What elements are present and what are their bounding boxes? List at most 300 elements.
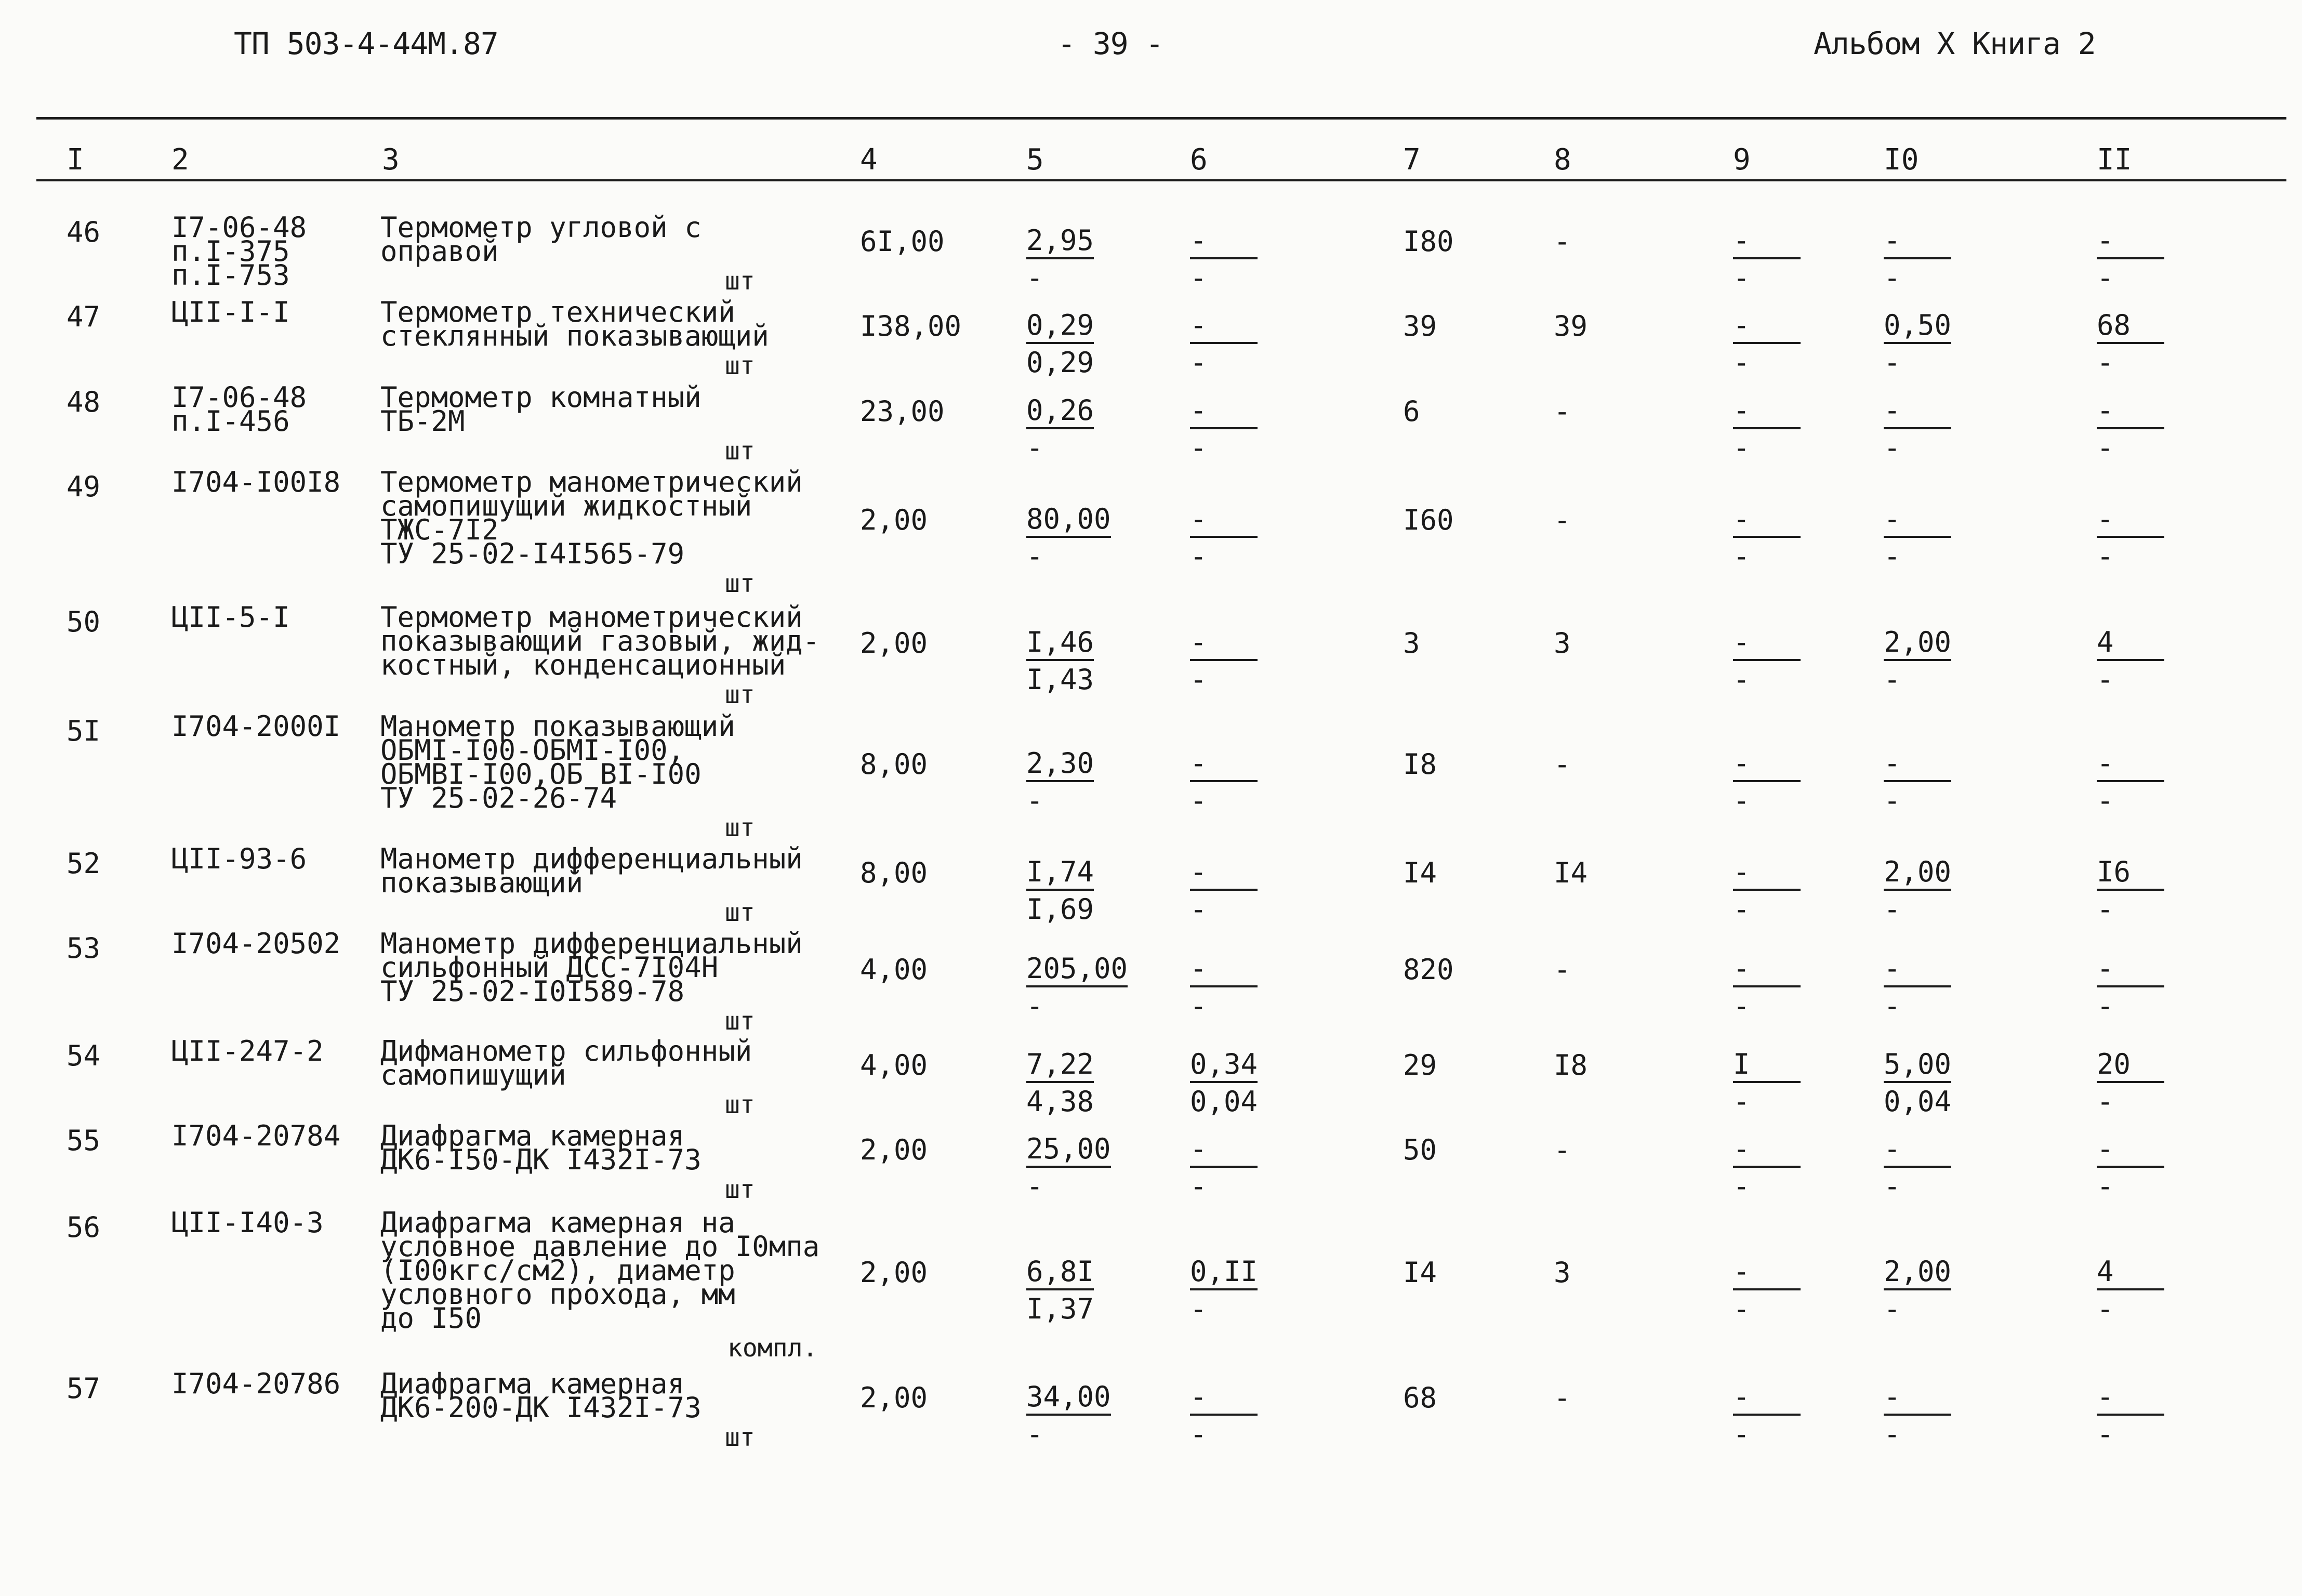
c6-fraction xyxy=(1190,627,1258,695)
c9-fraction-top: - xyxy=(1733,1133,1801,1168)
c5-fraction xyxy=(1026,1133,1111,1202)
c5-fraction-bottom: I,43 xyxy=(1026,663,1094,696)
c9-fraction-top: - xyxy=(1733,310,1801,344)
c11-fraction xyxy=(2097,225,2164,294)
c10-fraction-bottom: - xyxy=(1884,1292,1901,1325)
item-code-line: I704-20786 xyxy=(171,1367,341,1400)
item-name-line: Манометр показывающий xyxy=(380,710,735,743)
item-name-line: Термометр угловой с xyxy=(380,211,702,244)
c9-fraction-top: - xyxy=(1733,627,1801,661)
item-code xyxy=(171,211,307,292)
item-unit: компл. xyxy=(727,1334,818,1363)
c6-fraction-bottom: - xyxy=(1190,1418,1207,1450)
c10-fraction-bottom: - xyxy=(1884,540,1901,573)
c9-fraction xyxy=(1733,748,1801,816)
c6-fraction-top: - xyxy=(1190,856,1258,891)
c5-fraction-top: 0,29 xyxy=(1026,310,1094,344)
c6-fraction-top: - xyxy=(1190,627,1258,661)
col7-value: I80 xyxy=(1403,225,1454,258)
document-code: ТП 503-4-44М.87 xyxy=(234,26,498,61)
item-code-line: I704-2000I xyxy=(171,710,341,743)
item-unit: шт xyxy=(725,267,755,296)
c10-fraction-bottom: - xyxy=(1884,346,1901,379)
c9-fraction-top: I xyxy=(1733,1049,1801,1083)
item-name-line: ТУ 25-02-26-74 xyxy=(380,782,617,814)
row-number: 49 xyxy=(67,470,101,503)
c5-fraction-top: 0,26 xyxy=(1026,395,1094,429)
col7-value: 820 xyxy=(1403,953,1454,986)
c11-fraction xyxy=(2097,856,2164,925)
column-header: 4 xyxy=(860,143,878,177)
c9-fraction xyxy=(1733,310,1801,378)
item-code xyxy=(171,1119,341,1152)
item-name xyxy=(380,1367,702,1424)
c9-fraction-bottom: - xyxy=(1733,540,1750,573)
item-name-line: условное давление до I0мпа xyxy=(380,1230,820,1263)
c5-fraction-top: 2,30 xyxy=(1026,748,1094,782)
c5-fraction-top: 205,00 xyxy=(1026,953,1128,987)
c6-fraction xyxy=(1190,310,1258,378)
item-code-line: ЦII-5-I xyxy=(171,601,290,634)
c11-fraction-bottom: - xyxy=(2097,893,2114,926)
item-name-line: Дифманометр сильфонный xyxy=(380,1035,752,1067)
c11-fraction xyxy=(2097,504,2164,572)
item-name xyxy=(380,296,769,352)
c11-fraction-bottom: - xyxy=(2097,1292,2114,1325)
col7-value: 6 xyxy=(1403,395,1420,428)
c5-fraction-bottom: - xyxy=(1026,540,1043,573)
item-code-line: п.I-456 xyxy=(171,405,290,438)
c5-fraction-top: 25,00 xyxy=(1026,1133,1111,1168)
c11-fraction-bottom: - xyxy=(2097,346,2114,379)
c5-fraction xyxy=(1026,395,1094,464)
c5-fraction-top: 80,00 xyxy=(1026,504,1111,538)
c10-fraction-bottom: - xyxy=(1884,990,1901,1022)
c11-fraction xyxy=(2097,748,2164,816)
item-name-line: оправой xyxy=(380,235,499,268)
item-unit: шт xyxy=(725,680,755,709)
c5-fraction-bottom: - xyxy=(1026,1418,1043,1450)
c6-fraction-top: - xyxy=(1190,748,1258,782)
c6-fraction-top: - xyxy=(1190,225,1258,259)
c9-fraction xyxy=(1733,395,1801,464)
c11-fraction xyxy=(2097,953,2164,1022)
c11-fraction-top: - xyxy=(2097,225,2164,259)
c5-fraction xyxy=(1026,504,1111,572)
c11-fraction-bottom: - xyxy=(2097,990,2114,1022)
c6-fraction-top: 0,II xyxy=(1190,1256,1258,1290)
c9-fraction-top: - xyxy=(1733,1381,1801,1416)
c10-fraction xyxy=(1884,1256,1951,1325)
c6-fraction-bottom: - xyxy=(1190,431,1207,464)
c10-fraction xyxy=(1884,627,1951,695)
c10-fraction xyxy=(1884,504,1951,572)
c6-fraction-bottom: - xyxy=(1190,346,1207,379)
item-name xyxy=(380,1206,820,1335)
item-code xyxy=(171,927,341,960)
c5-fraction-top: 2,95 xyxy=(1026,225,1094,259)
row-number: 48 xyxy=(67,386,101,418)
item-code-line: I704-I00I8 xyxy=(171,466,341,498)
item-code xyxy=(171,601,290,634)
c11-fraction-top: 4 xyxy=(2097,627,2164,661)
c6-fraction xyxy=(1190,225,1258,294)
item-name xyxy=(380,1035,752,1091)
c6-fraction xyxy=(1190,395,1258,464)
c5-fraction-bottom: - xyxy=(1026,784,1043,817)
col7-value: I4 xyxy=(1403,1256,1437,1289)
c9-fraction-top: - xyxy=(1733,395,1801,429)
c5-fraction xyxy=(1026,856,1094,925)
quantity-value: 2,00 xyxy=(860,1381,928,1414)
c5-fraction xyxy=(1026,748,1094,816)
item-name-line: самопишущий жидкостный xyxy=(380,490,752,522)
quantity-value: 23,00 xyxy=(860,395,945,428)
c6-fraction-bottom: - xyxy=(1190,990,1207,1022)
c9-fraction-top: - xyxy=(1733,953,1801,987)
item-name xyxy=(380,927,803,1008)
c11-fraction xyxy=(2097,1381,2164,1450)
item-name-line: стеклянный показывающий xyxy=(380,320,769,352)
item-name-line: Термометр технический xyxy=(380,296,735,328)
album-label: Альбом Х Книга 2 xyxy=(1814,26,2096,61)
col7-value: 29 xyxy=(1403,1049,1437,1081)
c11-fraction xyxy=(2097,627,2164,695)
item-name-line: ТЖС-7I2 xyxy=(380,513,499,546)
c6-fraction-bottom: - xyxy=(1190,784,1207,817)
item-code-line: I7-06-48 xyxy=(171,381,307,414)
col7-value: I8 xyxy=(1403,748,1437,781)
item-name-line: Манометр дифференциальный xyxy=(380,842,803,875)
quantity-value: 4,00 xyxy=(860,953,928,986)
column-header: 8 xyxy=(1554,143,1571,177)
c10-fraction-top: - xyxy=(1884,395,1951,429)
item-code-line: I704-20784 xyxy=(171,1119,341,1152)
col8-value: - xyxy=(1554,225,1571,258)
col8-value: 3 xyxy=(1554,1256,1571,1289)
item-code-line: I704-20502 xyxy=(171,927,341,960)
c9-fraction-bottom: - xyxy=(1733,1418,1750,1450)
item-name-line: Диафрагма камерная xyxy=(380,1119,685,1152)
c10-fraction xyxy=(1884,1381,1951,1450)
quantity-value: 4,00 xyxy=(860,1049,928,1081)
item-code-line: ЦII-247-2 xyxy=(171,1035,324,1067)
item-code xyxy=(171,842,307,875)
col8-value: I8 xyxy=(1554,1049,1588,1081)
c9-fraction-bottom: - xyxy=(1733,1292,1750,1325)
c6-fraction-top: 0,34 xyxy=(1190,1049,1258,1083)
c6-fraction-top: - xyxy=(1190,310,1258,344)
c10-fraction-bottom: 0,04 xyxy=(1884,1085,1952,1118)
c6-fraction-bottom: - xyxy=(1190,261,1207,294)
item-unit: шт xyxy=(725,1007,755,1036)
item-code-line: I7-06-48 xyxy=(171,211,307,244)
c5-fraction-bottom: - xyxy=(1026,990,1043,1022)
quantity-value: 8,00 xyxy=(860,748,928,781)
c9-fraction xyxy=(1733,504,1801,572)
c6-fraction-top: - xyxy=(1190,395,1258,429)
c10-fraction-top: 5,00 xyxy=(1884,1049,1951,1083)
c10-fraction-top: - xyxy=(1884,748,1951,782)
c6-fraction-bottom: - xyxy=(1190,540,1207,573)
column-header: 5 xyxy=(1026,143,1044,177)
c10-fraction-top: - xyxy=(1884,225,1951,259)
c11-fraction-top: - xyxy=(2097,504,2164,538)
c5-fraction-bottom: 0,29 xyxy=(1026,346,1094,379)
item-unit: шт xyxy=(725,351,755,380)
c9-fraction-top: - xyxy=(1733,225,1801,259)
c11-fraction-bottom: - xyxy=(2097,540,2114,573)
c11-fraction-bottom: - xyxy=(2097,663,2114,696)
item-name xyxy=(380,381,702,438)
item-name-line: Термометр манометрический xyxy=(380,466,803,498)
c5-fraction xyxy=(1026,1381,1111,1450)
col8-value: - xyxy=(1554,504,1571,536)
c5-fraction xyxy=(1026,627,1094,695)
c9-fraction-top: - xyxy=(1733,748,1801,782)
c6-fraction-bottom: - xyxy=(1190,1292,1207,1325)
col7-value: 39 xyxy=(1403,310,1437,342)
item-unit: шт xyxy=(725,898,755,927)
c10-fraction-bottom: - xyxy=(1884,431,1901,464)
c5-fraction-bottom: 4,38 xyxy=(1026,1085,1094,1118)
item-name-line: показывающий xyxy=(380,866,584,899)
c10-fraction-top: 2,00 xyxy=(1884,856,1951,891)
item-code-line: п.I-753 xyxy=(171,259,290,292)
column-header: 7 xyxy=(1403,143,1421,177)
c6-fraction-bottom: - xyxy=(1190,1170,1207,1203)
table-top-rule xyxy=(36,117,2286,120)
c6-fraction-top: - xyxy=(1190,1381,1258,1416)
quantity-value: 2,00 xyxy=(860,1133,928,1166)
item-code xyxy=(171,466,341,498)
c9-fraction xyxy=(1733,627,1801,695)
col7-value: 68 xyxy=(1403,1381,1437,1414)
item-unit: шт xyxy=(725,813,755,842)
row-number: 5I xyxy=(67,715,101,747)
c10-fraction xyxy=(1884,310,1951,378)
c9-fraction-bottom: - xyxy=(1733,1170,1750,1203)
c5-fraction-bottom: - xyxy=(1026,431,1043,464)
item-code xyxy=(171,710,341,743)
c11-fraction-bottom: - xyxy=(2097,1418,2114,1450)
item-name-line: Диафрагма камерная xyxy=(380,1367,685,1400)
item-code-line: ЦII-93-6 xyxy=(171,842,307,875)
c10-fraction xyxy=(1884,225,1951,294)
item-name-line: Манометр дифференциальный xyxy=(380,927,803,960)
c10-fraction-top: 2,00 xyxy=(1884,627,1951,661)
c10-fraction xyxy=(1884,1133,1951,1202)
item-name xyxy=(380,710,735,814)
col8-value: - xyxy=(1554,748,1571,781)
c6-fraction xyxy=(1190,1381,1258,1450)
item-name-line: (I00кгс/см2), диаметр xyxy=(380,1254,735,1287)
c5-fraction xyxy=(1026,953,1128,1022)
c9-fraction xyxy=(1733,225,1801,294)
c11-fraction xyxy=(2097,310,2164,378)
c11-fraction-bottom: - xyxy=(2097,784,2114,817)
c5-fraction xyxy=(1026,225,1094,294)
c9-fraction-top: - xyxy=(1733,504,1801,538)
quantity-value: 8,00 xyxy=(860,856,928,889)
item-unit: шт xyxy=(725,1090,755,1119)
c6-fraction-top: - xyxy=(1190,953,1258,987)
col8-value: I4 xyxy=(1554,856,1588,889)
c11-fraction-top: I6 xyxy=(2097,856,2164,891)
row-number: 52 xyxy=(67,847,101,880)
row-number: 56 xyxy=(67,1211,101,1244)
item-name-line: Диафрагма камерная на xyxy=(380,1206,735,1239)
table-header-rule xyxy=(36,179,2286,181)
c11-fraction-top: 4 xyxy=(2097,1256,2164,1290)
col8-value: - xyxy=(1554,953,1571,986)
item-name-line: до I50 xyxy=(380,1302,482,1335)
item-name-line: показывающий газовый, жид- xyxy=(380,625,820,657)
column-header: II xyxy=(2097,143,2132,177)
c11-fraction-top: 20 xyxy=(2097,1049,2164,1083)
c11-fraction-top: - xyxy=(2097,1381,2164,1416)
c9-fraction xyxy=(1733,1049,1801,1117)
c6-fraction-bottom: - xyxy=(1190,893,1207,926)
c9-fraction-bottom: - xyxy=(1733,261,1750,294)
c5-fraction-bottom: I,37 xyxy=(1026,1292,1094,1325)
c6-fraction xyxy=(1190,1133,1258,1202)
item-name-line: самопишущий xyxy=(380,1059,566,1091)
c6-fraction xyxy=(1190,953,1258,1022)
c11-fraction-top: 68 xyxy=(2097,310,2164,344)
c6-fraction xyxy=(1190,748,1258,816)
column-header: 6 xyxy=(1190,143,1208,177)
col7-value: I4 xyxy=(1403,856,1437,889)
quantity-value: 2,00 xyxy=(860,504,928,536)
c6-fraction-bottom: 0,04 xyxy=(1190,1085,1258,1118)
c10-fraction xyxy=(1884,1049,1951,1117)
item-name-line: ДК6-200-ДК I432I-73 xyxy=(380,1391,702,1424)
c9-fraction-top: - xyxy=(1733,1256,1801,1290)
item-code xyxy=(171,1035,324,1067)
c10-fraction xyxy=(1884,953,1951,1022)
row-number: 57 xyxy=(67,1372,101,1405)
column-header: 3 xyxy=(382,143,400,177)
item-name-line: Термометр комнатный xyxy=(380,381,702,414)
row-number: 47 xyxy=(67,300,101,333)
c10-fraction-top: 0,50 xyxy=(1884,310,1951,344)
c11-fraction xyxy=(2097,1133,2164,1202)
c10-fraction-top: - xyxy=(1884,1133,1951,1168)
quantity-value: I38,00 xyxy=(860,310,962,342)
item-name-line: условного прохода, мм xyxy=(380,1278,735,1311)
c6-fraction xyxy=(1190,1256,1258,1325)
c10-fraction-bottom: - xyxy=(1884,1170,1901,1203)
c9-fraction-bottom: - xyxy=(1733,990,1750,1022)
c11-fraction-top: - xyxy=(2097,953,2164,987)
row-number: 53 xyxy=(67,932,101,965)
item-name-line: ДК6-I50-ДК I432I-73 xyxy=(380,1143,702,1176)
c5-fraction xyxy=(1026,310,1094,378)
column-header: 9 xyxy=(1733,143,1751,177)
item-name xyxy=(380,466,803,570)
c5-fraction-bottom: - xyxy=(1026,1170,1043,1203)
c11-fraction-bottom: - xyxy=(2097,261,2114,294)
item-name xyxy=(380,1119,702,1176)
c5-fraction-bottom: I,69 xyxy=(1026,893,1094,926)
col7-value: I60 xyxy=(1403,504,1454,536)
c9-fraction xyxy=(1733,1256,1801,1325)
c6-fraction xyxy=(1190,504,1258,572)
c10-fraction-bottom: - xyxy=(1884,893,1901,926)
item-code xyxy=(171,381,307,438)
col7-value: 3 xyxy=(1403,627,1420,659)
c5-fraction xyxy=(1026,1256,1094,1325)
c9-fraction xyxy=(1733,1381,1801,1450)
row-number: 46 xyxy=(67,216,101,248)
quantity-value: 2,00 xyxy=(860,627,928,659)
quantity-value: 6I,00 xyxy=(860,225,945,258)
c10-fraction-top: - xyxy=(1884,504,1951,538)
c9-fraction-bottom: - xyxy=(1733,663,1750,696)
row-number: 50 xyxy=(67,605,101,638)
c5-fraction-top: 34,00 xyxy=(1026,1381,1111,1416)
c10-fraction-bottom: - xyxy=(1884,784,1901,817)
item-unit: шт xyxy=(725,437,755,466)
c6-fraction xyxy=(1190,856,1258,925)
c10-fraction xyxy=(1884,856,1951,925)
page-number: - 39 - xyxy=(1057,26,1163,61)
c6-fraction-top: - xyxy=(1190,1133,1258,1168)
col8-value: 39 xyxy=(1554,310,1588,342)
c5-fraction-top: 6,8I xyxy=(1026,1256,1094,1290)
col8-value: 3 xyxy=(1554,627,1571,659)
c9-fraction-bottom: - xyxy=(1733,346,1750,379)
c5-fraction-top: 7,22 xyxy=(1026,1049,1094,1083)
c5-fraction-bottom: - xyxy=(1026,261,1043,294)
c9-fraction xyxy=(1733,856,1801,925)
c11-fraction xyxy=(2097,395,2164,464)
c11-fraction xyxy=(2097,1256,2164,1325)
item-name-line: сильфонный ДСС-7I04Н xyxy=(380,951,719,984)
c9-fraction-bottom: - xyxy=(1733,1085,1750,1118)
item-name xyxy=(380,211,702,268)
col8-value: - xyxy=(1554,1133,1571,1166)
c10-fraction-bottom: - xyxy=(1884,663,1901,696)
item-name-line: костный, конденсационный xyxy=(380,649,786,681)
col8-value: - xyxy=(1554,395,1571,428)
quantity-value: 2,00 xyxy=(860,1256,928,1289)
c9-fraction-bottom: - xyxy=(1733,893,1750,926)
item-code xyxy=(171,1367,341,1400)
item-name-line: ТУ 25-02-I0I589-78 xyxy=(380,975,685,1008)
c10-fraction-bottom: - xyxy=(1884,1418,1901,1450)
item-name-line: ТБ-2М xyxy=(380,405,465,438)
c5-fraction xyxy=(1026,1049,1094,1117)
c11-fraction-top: - xyxy=(2097,748,2164,782)
row-number: 55 xyxy=(67,1124,101,1157)
c10-fraction-top: - xyxy=(1884,1381,1951,1416)
c11-fraction-top: - xyxy=(2097,1133,2164,1168)
item-unit: шт xyxy=(725,1423,755,1452)
c11-fraction-top: - xyxy=(2097,395,2164,429)
item-name-line: ТУ 25-02-I4I565-79 xyxy=(380,537,685,570)
item-name xyxy=(380,601,820,681)
c9-fraction xyxy=(1733,953,1801,1022)
item-unit: шт xyxy=(725,569,755,598)
col7-value: 50 xyxy=(1403,1133,1437,1166)
c10-fraction-top: 2,00 xyxy=(1884,1256,1951,1290)
c9-fraction-bottom: - xyxy=(1733,784,1750,817)
row-number: 54 xyxy=(67,1039,101,1072)
item-unit: шт xyxy=(725,1175,755,1204)
c10-fraction-top: - xyxy=(1884,953,1951,987)
